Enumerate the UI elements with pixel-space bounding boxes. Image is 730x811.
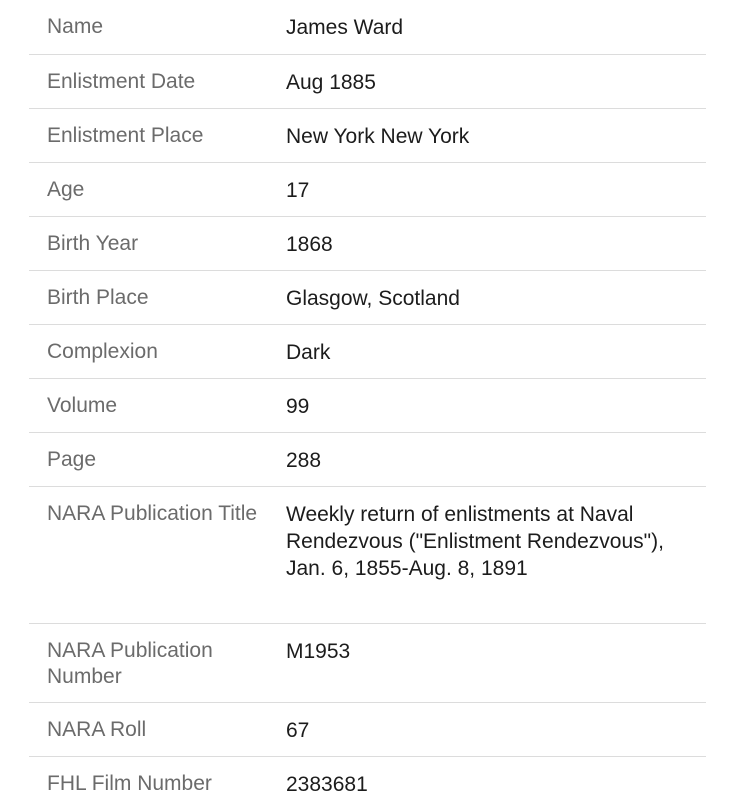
field-label: Birth Year	[47, 232, 139, 255]
field-value: 2383681	[286, 773, 368, 796]
row-birth-year	[29, 217, 706, 271]
field-value: Weekly return of enlistments at Naval Rendezvous ("Enlistment Rendezvous"), Jan. 6, 1855-Aug. 8, 1891	[286, 503, 664, 580]
row-nara-publication-title	[29, 487, 706, 624]
field-label: Birth Place	[47, 286, 149, 309]
field-label: Age	[47, 178, 85, 201]
field-label: FHL Film Number	[47, 772, 212, 795]
field-value: New York New York	[286, 125, 470, 148]
row-nara-roll	[29, 703, 706, 757]
field-label: Enlistment Place	[47, 124, 204, 147]
row-enlistment-place	[29, 109, 706, 163]
row-enlistment-date	[29, 55, 706, 109]
field-label: Volume	[47, 394, 118, 417]
field-label: Enlistment Date	[47, 70, 196, 93]
field-value: 67	[286, 719, 310, 742]
row-birth-place	[29, 271, 706, 325]
field-value: 17	[286, 179, 310, 202]
field-value: Aug 1885	[286, 71, 376, 94]
field-value: Dark	[286, 341, 331, 364]
row-volume	[29, 379, 706, 433]
field-value: 288	[286, 449, 322, 472]
row-page	[29, 433, 706, 487]
field-value: 99	[286, 395, 310, 418]
field-value: M1953	[286, 640, 351, 663]
field-label: NARA Roll	[47, 718, 147, 741]
row-nara-publication-number	[29, 624, 706, 703]
field-label: Page	[47, 448, 97, 471]
row-complexion	[29, 325, 706, 379]
row-fhl-film-number	[29, 757, 706, 802]
field-value: Glasgow, Scotland	[286, 287, 460, 310]
field-label: Complexion	[47, 340, 158, 363]
field-value: James Ward	[286, 16, 404, 39]
field-label: NARA Publication Number	[47, 639, 213, 688]
row-age	[29, 163, 706, 217]
field-label: NARA Publication Title	[47, 502, 258, 525]
field-value: 1868	[286, 233, 333, 256]
record-details-table	[29, 0, 706, 802]
field-label: Name	[47, 15, 104, 38]
row-name	[29, 0, 706, 55]
